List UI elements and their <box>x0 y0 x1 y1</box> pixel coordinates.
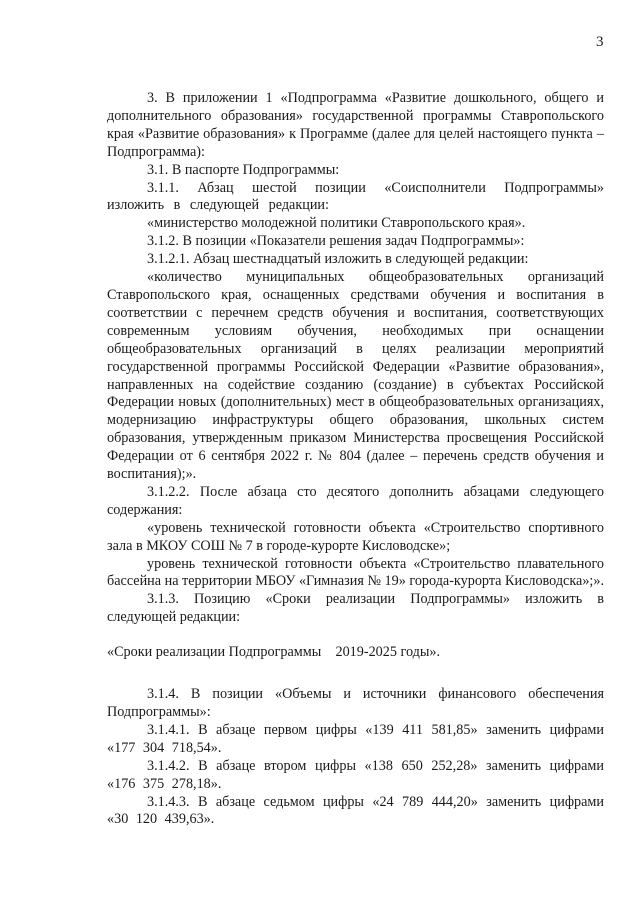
terms-value: 2019-2025 годы». <box>335 644 441 661</box>
paragraph-3-1-1: 3.1.1. Абзац шестой позиции «Соисполнители Подпрограммы» изложить в следующей редакции: <box>107 179 604 214</box>
terms-label: «Сроки реализации Подпрограммы <box>107 644 322 661</box>
paragraph-item-3: 3. В приложении 1 «Подпрограмма «Развитие дошкольного, общего и дополнительного образования» государственной программы Ставропольского края «Развитие образования» к Программе (далее для целей настоящего пункта – Подпрограмма): <box>107 90 604 160</box>
page-number: 3 <box>596 34 604 50</box>
paragraph-3-1-3: 3.1.3. Позицию «Сроки реализации Подпрограммы» изложить в следующей редакции: <box>107 591 604 626</box>
paragraph-indicator-quote: «количество муниципальных общеобразовательных организаций Ставропольского края, оснащенных средствами обучения и воспитания в соответствии с перечнем средств обучения и воспитания, соответствующих современным условиям обучения, необходимых при оснащении общеобразовательных организаций в целях реализации мероприятий государственной программы Российской Федерации «Развитие образования», направленных на содействие созданию (создание) в субъектах Российской Федерации новых (дополнительных) мест в общеобразовательных организациях, модернизацию инфраструктуры общего образования, школьных систем образования, утвержденным приказом Министерства просвещения Российской Федерации от 6 сентября 2022 г. № 804 (далее – перечень средств обучения и воспитания);». <box>107 269 604 483</box>
paragraph-terms <box>107 644 604 662</box>
paragraph-swimming-pool: уровень технической готовности объекта «Строительство плавательного бассейна на территории МБОУ «Гимназия № 19» города-курорта Кисловодска»;». <box>107 555 605 590</box>
paragraph-3-1-2-1: 3.1.2.1. Абзац шестнадцатый изложить в следующей редакции: <box>147 251 529 268</box>
paragraph-sports-hall: «уровень технической готовности объекта «Строительство спортивного зала в МКОУ СОШ № 7 в городе-курорте Кисловодске»; <box>107 519 604 554</box>
document-body <box>107 90 604 829</box>
paragraph-3-1-4-2: 3.1.4.2. В абзаце втором цифры «138 650 252,28» заменить цифрами «176 375 278,18». <box>107 757 604 792</box>
paragraph-3-1-4: 3.1.4. В позиции «Объемы и источники финансового обеспечения Подпрограммы»: <box>107 686 604 720</box>
paragraph-3-1-4-3: 3.1.4.3. В абзаце седьмом цифры «24 789 444,20» заменить цифрами «30 120 439,63». <box>107 793 604 828</box>
paragraph-ministry-quote: «министерство молодежной политики Ставропольского края». <box>147 215 526 232</box>
paragraph-3-1-2: 3.1.2. В позиции «Показатели решения задач Подпрограммы»: <box>147 233 525 250</box>
paragraph-3-1-4-1: 3.1.4.1. В абзаце первом цифры «139 411 581,85» заменить цифрами «177 304 718,54». <box>107 721 604 756</box>
paragraph-3-1-2-2: 3.1.2.2. После абзаца сто десятого дополнить абзацами следующего содержания: <box>107 483 604 518</box>
paragraph-3-1: 3.1. В паспорте Подпрограммы: <box>147 161 340 178</box>
